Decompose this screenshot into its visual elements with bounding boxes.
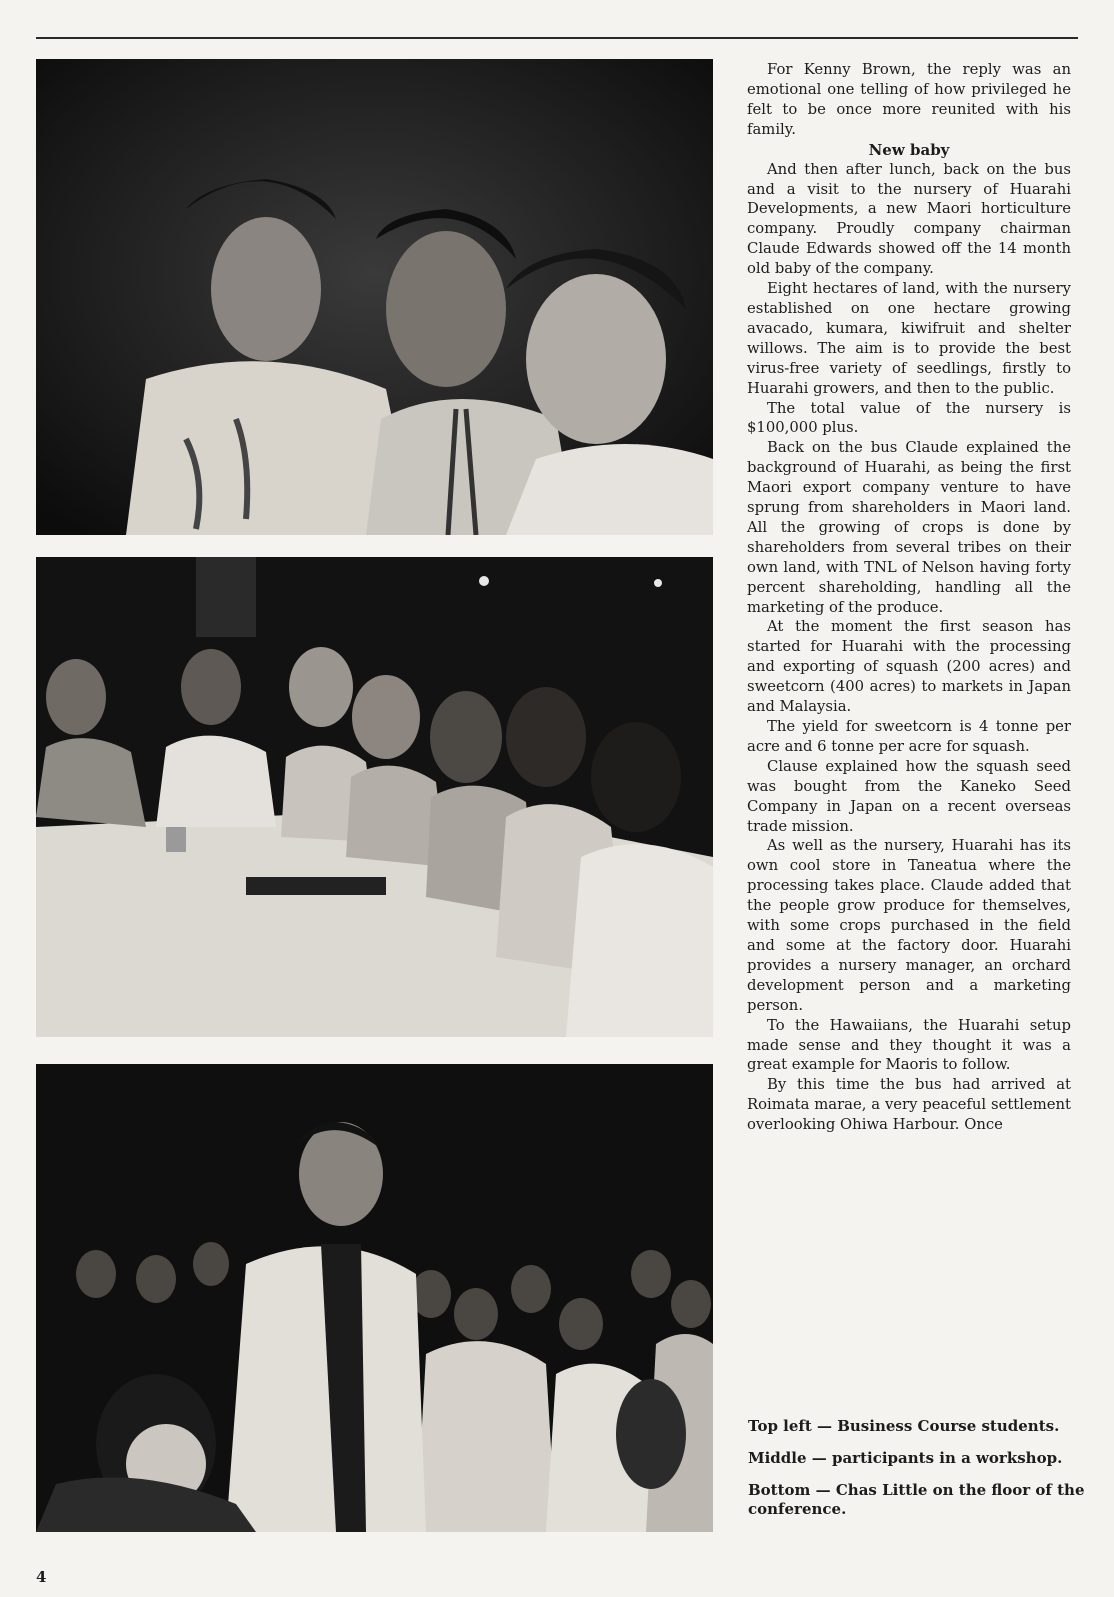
article-column <box>747 60 1071 1135</box>
article-paragraph: The total value of the nursery is $100,000 plus. <box>747 399 1071 437</box>
article-paragraph: As well as the nursery, Huarahi has its own cool store in Taneatua where the processing takes place. Claude added that the people grow produce for themselves, with some crops purchased in the field and some at the factory door. Huarahi provides a nursery manager, an orchard development person and a marketing person. <box>747 837 1071 1014</box>
article-paragraph: By this time the bus had arrived at Roimata marae, a very peaceful settlement overlooking Ohiwa Harbour. Once <box>747 1076 1071 1134</box>
article-paragraph: And then after lunch, back on the bus and a visit to the nursery of Huarahi Developments, a new Maori horticulture company. Proudly company chairman Claude Edwards showed off the 14 month old baby of the company. <box>747 160 1071 278</box>
page-number: 4 <box>36 1568 47 1586</box>
article-paragraph: For Kenny Brown, the reply was an emotional one telling of how privileged he felt to be once more reunited with his family. <box>747 61 1071 138</box>
photo-captions <box>748 1417 1088 1532</box>
article-paragraph: The yield for sweetcorn is 4 tonne per acre and 6 tonne per acre for squash. <box>747 718 1071 755</box>
photo-business-course-students <box>36 59 713 535</box>
caption-bottom: Bottom — Chas Little on the floor of the conference. <box>748 1481 1085 1518</box>
subhead: New baby <box>868 140 950 159</box>
top-rule <box>36 37 1078 39</box>
article-paragraph: Back on the bus Claude explained the background of Huarahi, as being the first Maori export company venture to have sprung from shareholders in Maori land. All the growing of crops is done by shareholders from several tribes on their own land, with TNL of Nelson having forty percent shareholding, handling all the marketing of the produce. <box>747 439 1071 616</box>
article-paragraph: At the moment the first season has started for Huarahi with the processing and exporting of squash (200 acres) and sweetcorn (400 acres) to markets in Japan and Malaysia. <box>747 618 1071 716</box>
article-paragraph: Clause explained how the squash seed was bought from the Kaneko Seed Company in Japan on a recent overseas trade mission. <box>747 757 1071 835</box>
article-paragraph: Eight hectares of land, with the nursery established on one hectare growing avacado, kumara, kiwifruit and shelter willows. The aim is to provide the best virus-free variety of seedlings, firstly to Huarahi growers, and then to the public. <box>747 280 1071 397</box>
photo-chas-little-conference <box>36 1064 713 1532</box>
photo-workshop-participants <box>36 557 713 1037</box>
caption-middle: Middle — participants in a workshop. <box>748 1449 1063 1467</box>
article-paragraph: To the Hawaiians, the Huarahi setup made sense and they thought it was a great example for Maoris to follow. <box>747 1016 1071 1074</box>
caption-top: Top left — Business Course students. <box>748 1417 1060 1435</box>
